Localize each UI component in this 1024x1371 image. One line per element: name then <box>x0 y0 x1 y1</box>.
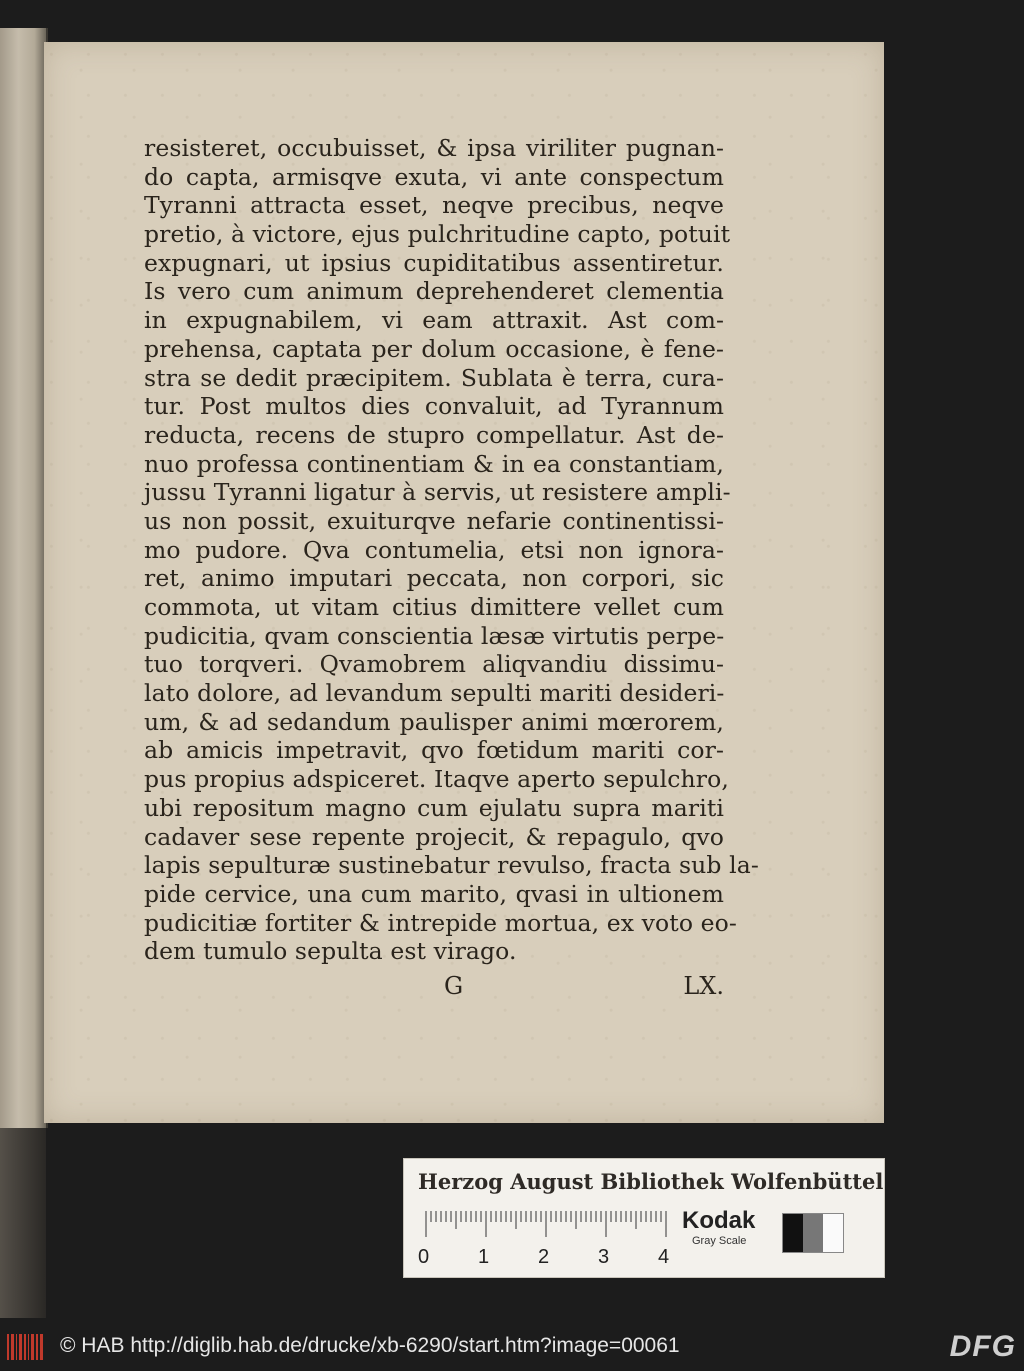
ruler-scale <box>424 1211 676 1239</box>
text-line: Is vero cum animum deprehenderet clementia <box>144 277 724 306</box>
gray-swatch-mid <box>803 1214 823 1252</box>
text-line: pide cervice, una cum marito, qvasi in ultionem <box>144 879 724 908</box>
text-line: expugnari, ut ipsius cupiditatibus assentiretur. <box>144 248 724 277</box>
gray-swatch-white <box>823 1214 843 1252</box>
ruler-numbers <box>418 1246 678 1270</box>
ruler-number: 1 <box>478 1246 490 1268</box>
gray-swatch-black <box>783 1214 803 1252</box>
text-line: dem tumulo sepulta est virago. <box>144 937 517 966</box>
copyright-url[interactable]: © HAB http://diglib.hab.de/drucke/xb-6290/start.htm?image=00061 <box>60 1334 680 1357</box>
signature-mark: G <box>444 972 464 1000</box>
catchword: LX. <box>683 972 724 1000</box>
ruler-number: 4 <box>658 1246 670 1268</box>
page-text <box>144 134 759 966</box>
text-line: pus propius adspiceret. Itaqve aperto sepulchro, <box>144 765 729 794</box>
text-line: cadaver sese repente projecit, & repagulo, qvo <box>144 822 724 851</box>
text-line: jussu Tyranni ligatur à servis, ut resistere ampli- <box>144 478 731 507</box>
text-line: tur. Post multos dies convaluit, ad Tyrannum <box>144 392 724 421</box>
text-line: do capta, armisqve exuta, vi ante conspectum <box>144 162 724 191</box>
text-line: reducta, recens de stupro compellatur. Ast de- <box>144 420 724 449</box>
adjacent-page-shadow <box>0 1128 46 1318</box>
text-line: pudicitiæ fortiter & intrepide mortua, ex voto eo- <box>144 908 737 937</box>
text-line: lato dolore, ad levandum sepulti mariti desideri- <box>144 679 725 708</box>
text-line: nuo professa continentiam & in ea constantiam, <box>144 449 724 478</box>
text-line: tuo torqveri. Qvamobrem aliqvandiu dissimu- <box>144 650 724 679</box>
text-line: stra se dedit præcipitem. Sublata è terra, cura- <box>144 363 724 392</box>
page-footer-marks <box>144 972 724 1002</box>
adjacent-page-edge <box>0 28 48 1128</box>
kodak-logo: Kodak <box>682 1207 756 1234</box>
text-line: pudicitia, qvam conscientia læsæ virtutis perpe- <box>144 621 725 650</box>
text-line: um, & ad sedandum paulisper animi mœrorem, <box>144 707 724 736</box>
text-line: ubi repositum magno cum ejulatu supra mariti <box>144 793 724 822</box>
ruler-number: 0 <box>418 1246 430 1268</box>
book-page <box>44 42 884 1123</box>
text-line: in expugnabilem, vi eam attraxit. Ast com- <box>144 306 724 335</box>
text-line: mo pudore. Qva contumelia, etsi non ignora- <box>144 535 724 564</box>
grayscale-label: Gray Scale <box>692 1235 747 1247</box>
text-line: pretio, à victore, ejus pulchritudine capto, potuit <box>144 220 731 249</box>
text-line: lapis sepulturæ sustinebatur revulso, fracta sub la- <box>144 851 759 880</box>
dfg-logo: DFG <box>949 1330 1016 1363</box>
text-line: resisteret, occubuisset, & ipsa viriliter pugnan- <box>144 134 724 162</box>
footer-bar <box>0 1322 1024 1371</box>
ruler-number: 3 <box>598 1246 610 1268</box>
color-calibration-card <box>403 1158 885 1278</box>
text-line: ret, animo imputari peccata, non corpori, sic <box>144 564 724 593</box>
hab-barcode-icon <box>6 1332 46 1362</box>
text-line: us non possit, exuiturqve nefarie continentissi- <box>144 506 724 535</box>
text-line: commota, ut vitam citius dimittere vellet cum <box>144 593 724 621</box>
ruler-number: 2 <box>538 1246 550 1268</box>
library-name: Herzog August Bibliothek Wolfenbüttel <box>418 1169 884 1194</box>
gray-swatches <box>782 1213 844 1253</box>
text-line: ab amicis impetravit, qvo fœtidum mariti cor- <box>144 736 724 765</box>
text-line: prehensa, captata per dolum occasione, è fene- <box>144 334 724 363</box>
text-line: Tyranni attracta esset, neqve precibus, neqve <box>144 191 724 220</box>
